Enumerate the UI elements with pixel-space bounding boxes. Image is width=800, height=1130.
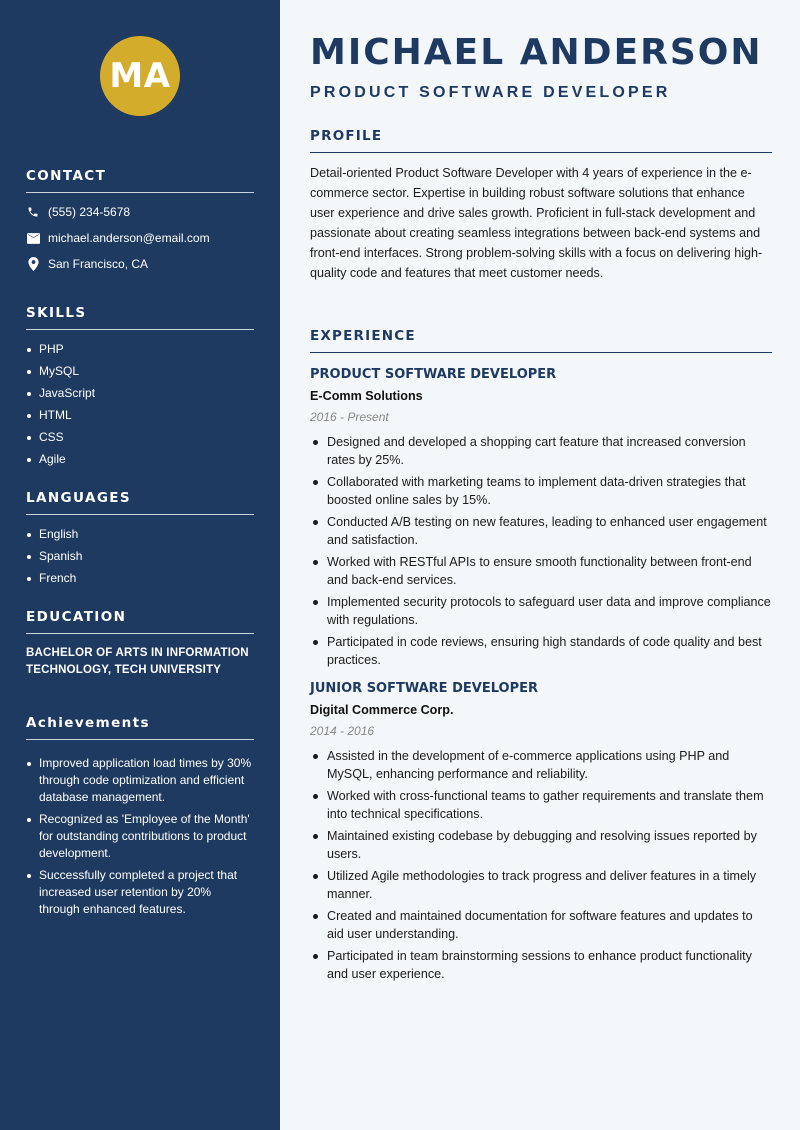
experience-heading: EXPERIENCE — [310, 328, 772, 353]
skill-item: PHP — [26, 341, 254, 358]
skills-list — [26, 341, 254, 468]
candidate-name: MICHAEL ANDERSON — [310, 32, 763, 73]
skill-item: MySQL — [26, 363, 254, 380]
skill-item: Agile — [26, 451, 254, 468]
job-bullet: Collaborated with marketing teams to implement data-driven strategies that boosted online sales by 15%. — [310, 473, 772, 509]
contact-section — [26, 168, 254, 277]
phone-text: (555) 234-5678 — [48, 205, 131, 219]
job-bullets — [310, 747, 772, 983]
education-heading: EDUCATION — [26, 609, 254, 634]
email-text: michael.anderson@email.com — [48, 231, 210, 245]
achievements-section — [26, 715, 254, 918]
job-bullet: Assisted in the development of e-commerce applications using PHP and MySQL, enhancing performance and reliability. — [310, 747, 772, 783]
profile-heading: PROFILE — [310, 128, 772, 153]
skill-item: JavaScript — [26, 385, 254, 402]
location-pin-icon — [26, 257, 40, 271]
avatar: MA — [100, 36, 180, 116]
profile-section — [310, 128, 772, 283]
job-dates: 2014 - 2016 — [310, 724, 375, 738]
skill-item: HTML — [26, 407, 254, 424]
job-bullet: Designed and developed a shopping cart feature that increased conversion rates by 25%. — [310, 433, 772, 469]
job-dates: 2016 - Present — [310, 410, 389, 424]
profile-text: Detail-oriented Product Software Developer with 4 years of experience in the e-commerce sector. Expertise in building robust software solutions that enhance user experience and drive sales growth. Proficient in full-stack development and passionate about creating seamless integrations between back-end systems and front-end interfaces. Strong problem-solving skills with a focus on delivering high-quality code and features that meet customer needs. — [310, 166, 763, 280]
achievement-item: Improved application load times by 30% through code optimization and efficient database management. — [26, 755, 254, 806]
contact-location — [26, 251, 254, 277]
job-bullet: Worked with RESTful APIs to ensure smooth functionality between front-end and back-end services. — [310, 553, 772, 589]
contact-phone[interactable] — [26, 199, 254, 225]
job-company: E-Comm Solutions — [310, 389, 423, 403]
job-bullet: Implemented security protocols to safeguard user data and improve compliance with regulations. — [310, 593, 772, 629]
skills-section — [26, 305, 254, 468]
experience-section — [310, 328, 772, 987]
job-bullet: Utilized Agile methodologies to track progress and deliver features in a timely manner. — [310, 867, 772, 903]
job-title: PRODUCT SOFTWARE DEVELOPER — [310, 367, 557, 382]
job-bullet: Participated in code reviews, ensuring high standards of code quality and best practices. — [310, 633, 772, 669]
job-bullet: Created and maintained documentation for software features and updates to aid user understanding. — [310, 907, 772, 943]
sidebar — [0, 0, 280, 1130]
job-bullets — [310, 433, 772, 669]
job-entry — [310, 681, 772, 983]
achievements-list — [26, 755, 254, 918]
skills-heading: SKILLS — [26, 305, 254, 330]
job-title: JUNIOR SOFTWARE DEVELOPER — [310, 681, 538, 696]
achievement-item: Successfully completed a project that increased user retention by 20% through enhanced features. — [26, 867, 254, 918]
languages-list — [26, 526, 254, 587]
achievement-item: Recognized as 'Employee of the Month' for outstanding contributions to product development. — [26, 811, 254, 862]
job-entry — [310, 367, 772, 669]
location-text: San Francisco, CA — [48, 257, 149, 271]
job-company: Digital Commerce Corp. — [310, 703, 454, 717]
achievements-heading: Achievements — [26, 715, 254, 740]
email-icon — [26, 231, 40, 245]
job-bullet: Worked with cross-functional teams to gather requirements and translate them into technical specifications. — [310, 787, 772, 823]
languages-heading: LANGUAGES — [26, 490, 254, 515]
job-bullet: Conducted A/B testing on new features, leading to enhanced user engagement and satisfaction. — [310, 513, 772, 549]
phone-icon — [26, 205, 40, 219]
job-bullet: Maintained existing codebase by debugging and resolving issues reported by users. — [310, 827, 772, 863]
skill-item: CSS — [26, 429, 254, 446]
contact-heading: CONTACT — [26, 168, 254, 193]
languages-section — [26, 490, 254, 587]
language-item: French — [26, 570, 254, 587]
language-item: Spanish — [26, 548, 254, 565]
contact-email[interactable] — [26, 225, 254, 251]
candidate-title: PRODUCT SOFTWARE DEVELOPER — [310, 84, 671, 101]
education-degree: BACHELOR OF ARTS IN INFORMATION TECHNOLOGY, TECH UNIVERSITY — [26, 647, 249, 676]
education-section — [26, 609, 254, 679]
job-bullet: Participated in team brainstorming sessions to enhance product functionality and user experience. — [310, 947, 772, 983]
language-item: English — [26, 526, 254, 543]
